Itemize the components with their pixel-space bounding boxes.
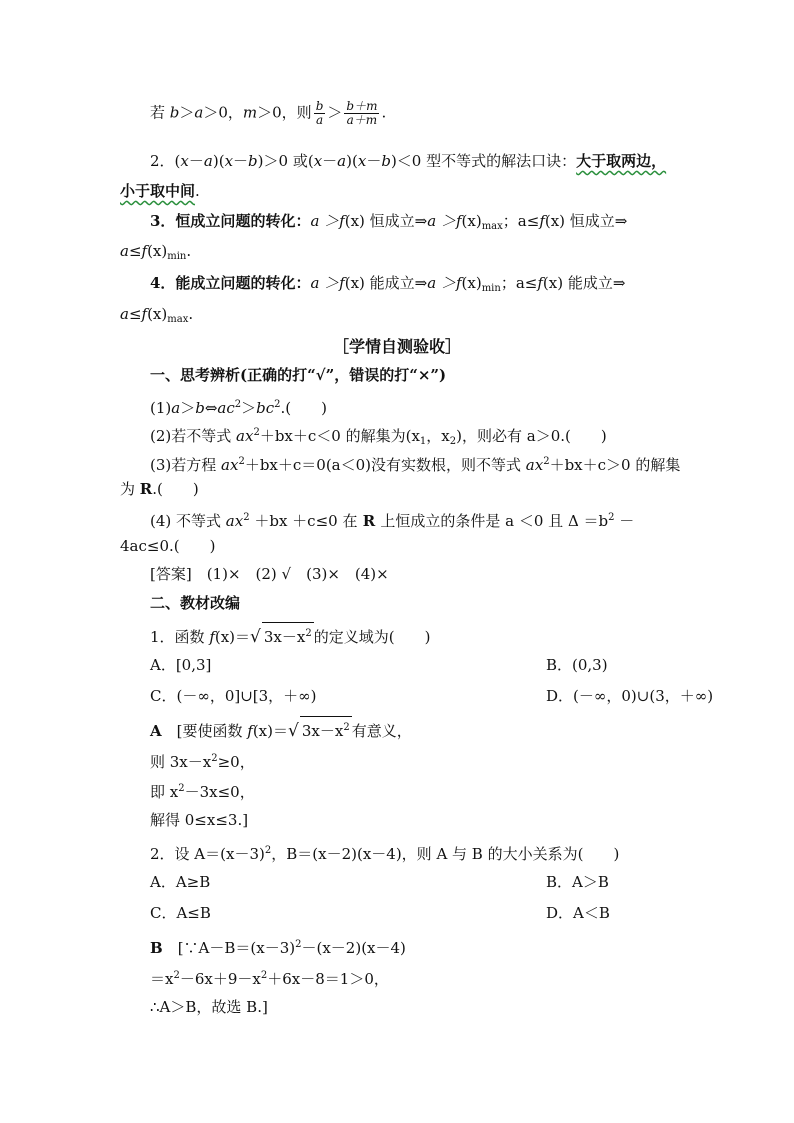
bold-label: 4．能成立问题的转化： xyxy=(150,274,311,292)
radicand-text: 3x－x xyxy=(301,722,344,740)
section-title: ［学情自测验收］ xyxy=(332,337,461,356)
var-f: f xyxy=(141,242,148,260)
superscript: 2 xyxy=(178,783,185,794)
answer-letter: B xyxy=(150,939,163,957)
text-span: 则 3x－x xyxy=(150,753,212,771)
superscript: 2 xyxy=(253,427,260,438)
subscript: max xyxy=(481,221,503,232)
var-f: f xyxy=(141,305,148,323)
problem-2-options-ab xyxy=(150,871,674,893)
var-f: f xyxy=(339,212,345,230)
superscript: 2 xyxy=(305,628,312,639)
text-span: [要使函数 xyxy=(161,722,248,740)
text-span: ＞0， xyxy=(203,103,243,122)
answer-letter: A xyxy=(150,722,162,740)
superscript: 2 xyxy=(543,456,550,467)
var-a: a xyxy=(203,152,213,170)
part2-heading: 二、教材改编 xyxy=(150,594,241,612)
var-ax: ax xyxy=(225,512,244,530)
text-span: a ＞ xyxy=(427,212,456,230)
text-span: (x)＝ xyxy=(252,722,288,740)
text-span: . xyxy=(186,242,192,260)
problem-1-stem xyxy=(150,622,674,648)
always-holds-line xyxy=(150,210,674,238)
option-a: A．A≥B xyxy=(150,873,211,891)
problem-1-options-cd xyxy=(150,685,714,707)
text-span: )＞0 或( xyxy=(257,152,314,170)
text-span: ＞ xyxy=(179,103,195,122)
superscript: 2 xyxy=(274,399,281,410)
text-span: (x) 能成立⇒ xyxy=(542,274,626,292)
option-b: B．A＞B xyxy=(546,873,609,891)
text-span: － xyxy=(614,512,635,530)
text-span: (x) 能成立⇒ xyxy=(344,274,428,292)
text-span: － xyxy=(233,152,249,170)
superscript: 2 xyxy=(211,753,218,764)
text-span: 为 xyxy=(120,480,140,498)
problem-1-options-ab xyxy=(150,654,674,676)
text-span: (x) xyxy=(147,242,168,260)
var-f: f xyxy=(209,628,215,646)
part1-heading: 一、思考辨析(正确的打“√”，错误的打“×”) xyxy=(150,366,447,384)
var-ac: ac xyxy=(217,399,235,417)
text-span: .( ) xyxy=(152,480,199,498)
problem-1-solution-1 xyxy=(150,716,674,742)
var-x: x xyxy=(224,152,234,170)
var-f: f xyxy=(455,212,462,230)
option-d: D．A＜B xyxy=(546,904,610,922)
text-span: 2．( xyxy=(150,152,181,170)
text-span: ＋bx ＋c≤0 在 xyxy=(249,512,358,530)
fraction-b-over-a xyxy=(314,100,326,127)
var-f: f xyxy=(247,722,253,740)
emphasis-text: 大于取两边， xyxy=(576,152,667,170)
text-span: ＋bx＋c＜0 的解集为(x xyxy=(259,427,420,445)
text-span: (x) 恒成立⇒ xyxy=(544,212,628,230)
text-span: .( ) xyxy=(280,399,328,417)
text-span: a≤ xyxy=(120,305,142,323)
text-span: 上恒成立的条件是 a ＜0 且 Δ ＝b xyxy=(380,512,609,530)
text-span: 若 xyxy=(150,103,170,122)
superscript: 2 xyxy=(173,970,180,981)
text-span: ，x xyxy=(426,427,450,445)
option-b: B．(0,3) xyxy=(546,656,608,674)
var-b: b xyxy=(169,103,180,122)
superscript: 2 xyxy=(608,512,615,523)
text-span: ，B＝(x－2)(x－4)，则 A 与 B 的大小关系为( ) xyxy=(271,845,620,863)
option-c: C．A≤B xyxy=(150,904,211,922)
problem-1-solution-3 xyxy=(150,778,674,803)
judge-item-2 xyxy=(150,422,674,453)
sqrt-icon: √ xyxy=(250,627,261,647)
text-span: － xyxy=(188,152,204,170)
problem-1-solution-2 xyxy=(150,748,674,773)
text-span: 1．函数 xyxy=(150,628,210,646)
var-b: b xyxy=(381,152,391,170)
property-line xyxy=(150,100,674,127)
set-R: R xyxy=(357,512,381,530)
always-holds-line-cont xyxy=(120,240,674,268)
var-b: b xyxy=(195,399,205,417)
var-a: a xyxy=(337,152,347,170)
text-span: (2)若不等式 xyxy=(150,427,237,445)
text-span: (4) 不等式 xyxy=(150,512,226,530)
var-ax: ax xyxy=(221,456,239,474)
text-span: a ＞ xyxy=(310,212,340,230)
subscript: max xyxy=(167,314,189,325)
superscript: 2 xyxy=(260,970,268,981)
text-span: (x) xyxy=(461,212,482,230)
subscript: min xyxy=(481,283,501,294)
var-f: f xyxy=(455,274,462,292)
var-f: f xyxy=(539,212,545,230)
emphasis-text: 小于取中间 xyxy=(120,182,196,200)
text-span: － xyxy=(322,152,338,170)
option-c: C．(－∞，0]∪[3，＋∞) xyxy=(150,687,317,705)
text-span: 2．设 A＝(x－3) xyxy=(150,845,265,863)
text-span: )，则必有 a＞0.( ) xyxy=(456,427,607,445)
text-span: )( xyxy=(346,152,358,170)
can-hold-line-cont xyxy=(120,303,674,331)
judge-item-4-cont: 4ac≤0.( ) xyxy=(120,537,216,555)
radicand-text: 3x－x xyxy=(263,628,306,646)
text-span: (x)＝ xyxy=(214,628,251,646)
option-d: D．(－∞，0)∪(3，＋∞) xyxy=(546,687,714,705)
denominator: a＋m xyxy=(346,113,378,127)
text-span: －(x－2)(x－4) xyxy=(301,939,406,957)
problem-2-solution-2 xyxy=(150,965,674,990)
text-span: . xyxy=(195,182,200,200)
text-span: )( xyxy=(212,152,225,170)
mnemonic-line xyxy=(150,150,674,172)
var-m: m xyxy=(242,103,258,122)
problem-1-solution-4: 解得 0≤x≤3.] xyxy=(150,811,249,829)
radicand xyxy=(300,716,352,742)
judge-item-3 xyxy=(150,451,681,476)
fraction-bm-over-am xyxy=(344,100,379,127)
text-span: ＋6x－8＝1＞0， xyxy=(267,970,389,988)
superscript: 2 xyxy=(295,939,302,950)
text-span: 即 x xyxy=(150,783,179,801)
numerator: b xyxy=(315,99,324,113)
text-span: ；a≤ xyxy=(502,212,540,230)
text-span: ＞ xyxy=(180,399,196,417)
mnemonic-line-cont xyxy=(120,180,674,202)
var-f: f xyxy=(537,274,543,292)
var-b: b xyxy=(248,152,258,170)
text-span: a ＞ xyxy=(310,274,340,292)
text-span: ；a≤ xyxy=(500,274,538,292)
option-a: A．[0,3] xyxy=(150,656,212,674)
text-span: (x) xyxy=(147,305,168,323)
subscript: 1 xyxy=(419,436,427,447)
text-span: －3x≤0， xyxy=(184,783,255,801)
text-span: ＞ xyxy=(241,399,257,417)
text-span: a≤ xyxy=(120,242,142,260)
set-R: R xyxy=(139,480,153,498)
text-span: (1) xyxy=(150,399,172,417)
answer-line: [答案] (1)× (2) √ (3)× (4)× xyxy=(150,565,389,583)
text-span: 的定义域为( ) xyxy=(313,628,431,646)
var-a: a xyxy=(171,399,181,417)
text-span: )＜0 型不等式的解法口诀： xyxy=(390,152,577,170)
problem-2-solution-3: ∴A＞B，故选 B.] xyxy=(150,998,268,1016)
superscript: 2 xyxy=(234,399,242,410)
text-span: . xyxy=(381,103,387,122)
subscript: 2 xyxy=(449,436,457,447)
superscript: 2 xyxy=(238,456,245,467)
text-span: ⇔ xyxy=(204,399,218,417)
denominator: a xyxy=(315,113,324,127)
bold-label: 3．恒成立问题的转化： xyxy=(150,212,311,230)
subscript: min xyxy=(167,251,187,262)
problem-2-stem xyxy=(150,840,674,865)
var-ax: ax xyxy=(236,427,254,445)
var-x: x xyxy=(180,152,189,170)
problem-2-solution-1 xyxy=(150,934,674,959)
numerator: b＋m xyxy=(346,99,378,113)
text-span: [∵A－B＝(x－3) xyxy=(162,939,296,957)
text-span: . xyxy=(188,305,194,323)
text-span: a ＞ xyxy=(427,274,456,292)
superscript: 2 xyxy=(243,512,250,523)
var-bc: bc xyxy=(256,399,275,417)
superscript: 2 xyxy=(343,722,350,733)
text-span: ＞0，则 xyxy=(257,103,312,122)
var-x: x xyxy=(357,152,367,170)
sqrt-icon: √ xyxy=(288,721,299,741)
problem-2-options-cd xyxy=(150,902,674,924)
text-span: 有意义， xyxy=(351,722,412,740)
var-f: f xyxy=(339,274,345,292)
text-span: －6x＋9－x xyxy=(179,970,261,988)
text-span: ≥0， xyxy=(217,753,255,771)
judge-item-3-cont xyxy=(120,478,674,500)
var-ax: ax xyxy=(525,456,544,474)
text-span: ＞ xyxy=(327,103,343,122)
text-span: ＋bx＋c＞0 的解集 xyxy=(549,456,681,474)
judge-item-4 xyxy=(150,507,674,532)
radicand xyxy=(262,622,314,648)
can-hold-line xyxy=(150,272,674,300)
judge-item-1 xyxy=(150,394,674,419)
text-span: ＋bx＋c＝0(a＜0)没有实数根，则不等式 xyxy=(244,456,526,474)
var-a: a xyxy=(194,103,204,122)
text-span: (x) xyxy=(461,274,482,292)
text-span: (3)若方程 xyxy=(150,456,222,474)
superscript: 2 xyxy=(264,845,272,856)
text-span: (x) 恒成立⇒ xyxy=(344,212,428,230)
text-span: ＝x xyxy=(150,970,174,988)
text-span: － xyxy=(366,152,382,170)
var-x: x xyxy=(313,152,323,170)
